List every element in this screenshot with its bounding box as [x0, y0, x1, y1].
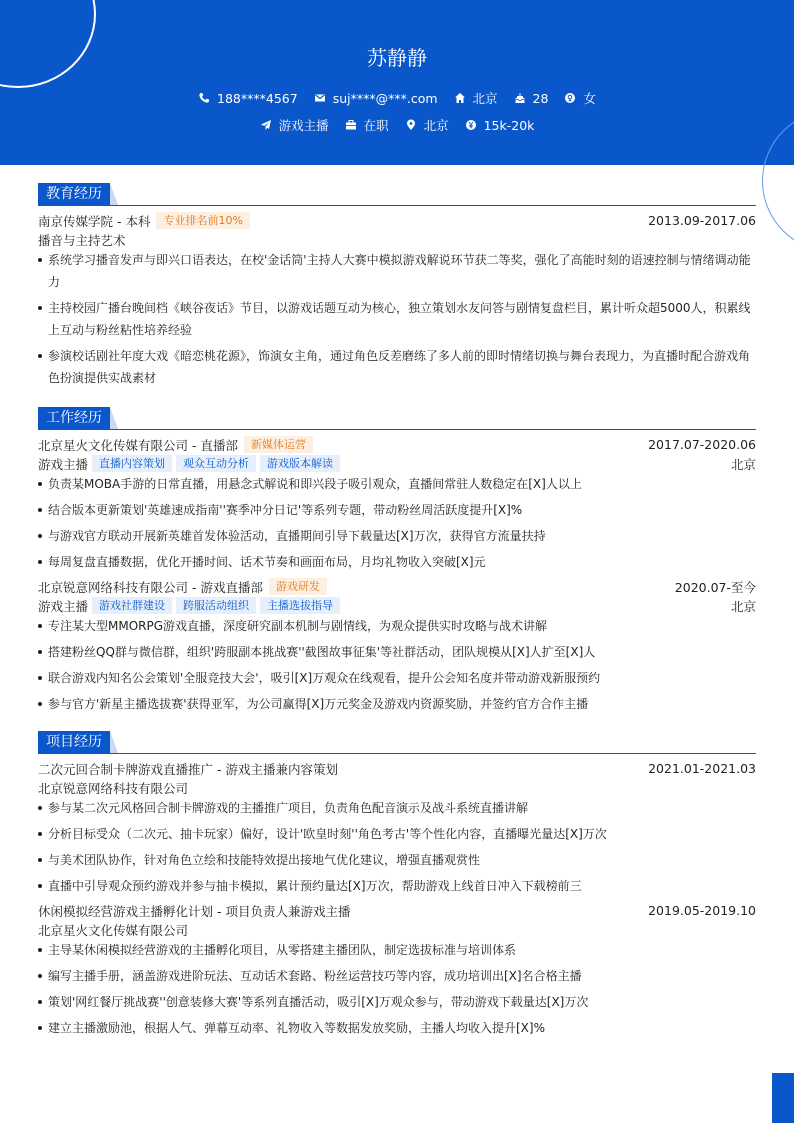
project-bullets: [38, 939, 756, 1039]
education-bullets: [38, 249, 756, 389]
resume-header: [0, 0, 794, 165]
position-text: 游戏主播: [278, 118, 329, 133]
contact-line: [0, 89, 794, 107]
job-period: 2017.07-2020.06: [648, 437, 756, 452]
send-icon: [260, 119, 272, 131]
section-title: 工作经历: [38, 407, 110, 429]
age-item: [514, 89, 549, 107]
section-header: [38, 183, 756, 206]
list-item: 分析目标受众（二次元、抽卡玩家）偏好，设计'欧皇时刻''角色考古'等个性化内容，直播曝光量达[X]万次: [38, 823, 756, 845]
section-header: [38, 731, 756, 754]
skill-tag: 游戏社群建设: [92, 597, 172, 614]
email-item: [314, 89, 438, 107]
residence-item: [454, 89, 498, 107]
list-item: 负责某MOBA手游的日常直播，用悬念式解说和即兴段子吸引观众，直播间常驻人数稳定在[X]人以上: [38, 473, 756, 495]
skill-tag: 游戏版本解读: [260, 455, 340, 472]
education-section: [38, 183, 756, 393]
skill-tag: 跨服活动组织: [176, 597, 256, 614]
list-item: 每周复盘直播数据，优化开播时间、话术节奏和画面布局，月均礼物收入突破[X]元: [38, 551, 756, 573]
phone-item: [198, 89, 298, 107]
job-city: 北京: [730, 456, 756, 472]
phone-text: 188****4567: [217, 90, 298, 106]
job-entry: [38, 577, 756, 715]
salary-text: 15k-20k: [483, 117, 535, 133]
list-item: 与美术团队协作，针对角色立绘和技能特效提出接地气优化建议，增强直播观赏性: [38, 849, 756, 871]
project-bullets: [38, 797, 756, 897]
project-entry: [38, 901, 756, 1039]
section-tail-decoration: [110, 407, 118, 429]
major-name: 播音与主持艺术: [38, 232, 126, 248]
section-tail-decoration: [110, 731, 118, 753]
list-item: 参与官方'新星主播选拔赛'获得亚军，为公司赢得[X]万元奖金及游戏内资源奖励，并签约官方合作主播: [38, 693, 756, 715]
age-text: 28: [532, 90, 549, 106]
industry-tag: 新媒体运营: [244, 436, 313, 453]
city-item: [405, 116, 449, 134]
mail-icon: [314, 92, 326, 104]
education-period: 2013.09-2017.06: [648, 213, 756, 228]
candidate-name: 苏静静: [367, 46, 427, 70]
job-city: 北京: [730, 598, 756, 614]
project-name: 二次元回合制卡牌游戏直播推广 - 游戏主播兼内容策划: [38, 761, 338, 777]
salary-icon: [465, 119, 477, 131]
briefcase-icon: [345, 119, 357, 131]
project-org: 北京星火文化传媒有限公司: [38, 922, 189, 938]
list-item: 系统学习播音发声与即兴口语表达，在校'金话筒'主持人大赛中模拟游戏解说环节获二等奖，强化了高能时刻的语速控制与情绪调动能力: [38, 249, 756, 293]
list-item: 搭建粉丝QQ群与微信群，组织'跨服副本挑战赛''截图故事征集'等社群活动，团队规模从[X]人扩至[X]人: [38, 641, 756, 663]
list-item: 联合游戏内知名公会策划'全服竞技大会'，吸引[X]万观众在线观看，提升公会知名度并带动游戏新服预约: [38, 667, 756, 689]
section-title: 项目经历: [38, 731, 110, 753]
job-period: 2020.07-至今: [674, 579, 756, 595]
phone-icon: [198, 92, 210, 104]
list-item: 专注某大型MMORPG游戏直播，深度研究副本机制与剧情线，为观众提供实时攻略与战术讲解: [38, 615, 756, 637]
job-intent-line: [0, 116, 794, 134]
home-icon: [454, 92, 466, 104]
email-text: suj****@***.com: [332, 90, 438, 106]
skill-tag: 主播选拔指导: [260, 597, 340, 614]
status-text: 在职: [363, 118, 389, 133]
list-item: 结合版本更新策划'英雄速成指南''赛季冲分日记'等系列专题，带动粉丝周活跃度提升[X]%: [38, 499, 756, 521]
project-org: 北京锐意网络科技有限公司: [38, 780, 189, 796]
gender-text: 女: [583, 91, 596, 106]
work-section: [38, 407, 756, 719]
list-item: 与游戏官方联动开展新英雄首发体验活动，直播期间引导下载量达[X]万次，获得官方流量扶持: [38, 525, 756, 547]
company-name: 北京星火文化传媒有限公司 - 直播部: [38, 437, 238, 453]
job-bullets: [38, 615, 756, 715]
project-entry: [38, 759, 756, 897]
section-header: [38, 407, 756, 430]
corner-decoration: [772, 1073, 794, 1123]
job-bullets: [38, 473, 756, 573]
job-entry: [38, 435, 756, 573]
company-name: 北京锐意网络科技有限公司 - 游戏直播部: [38, 579, 263, 595]
list-item: 主持校园广播台晚间档《峡谷夜话》节目，以游戏话题互动为核心，独立策划水友问答与剧情复盘栏目，累计听众超5000人，积累线上互动与粉丝粘性培养经验: [38, 297, 756, 341]
project-name: 休闲模拟经营游戏主播孵化计划 - 项目负责人兼游戏主播: [38, 903, 351, 919]
list-item: 参与某二次元风格回合制卡牌游戏的主播推广项目，负责角色配音演示及战斗系统直播讲解: [38, 797, 756, 819]
skill-tag: 观众互动分析: [176, 455, 256, 472]
section-tail-decoration: [110, 183, 118, 205]
school-name: 南京传媒学院 - 本科: [38, 213, 151, 229]
gender-item: [564, 89, 596, 107]
city-text: 北京: [423, 118, 449, 133]
residence-text: 北京: [472, 91, 498, 106]
list-item: 直播中引导观众预约游戏并参与抽卡模拟，累计预约量达[X]万次，帮助游戏上线首日冲入下载榜前三: [38, 875, 756, 897]
section-title: 教育经历: [38, 183, 110, 205]
education-entry: [38, 211, 756, 389]
skill-tag: 直播内容策划: [92, 455, 172, 472]
status-item: [345, 116, 389, 134]
job-role: 游戏主播: [38, 456, 89, 472]
position-item: [260, 116, 329, 134]
project-period: 2021.01-2021.03: [648, 761, 756, 776]
location-icon: [405, 119, 417, 131]
cake-icon: [514, 92, 526, 104]
project-period: 2019.05-2019.10: [648, 903, 756, 918]
rank-tag: 专业排名前10%: [156, 212, 249, 229]
list-item: 主导某休闲模拟经营游戏的主播孵化项目，从零搭建主播团队，制定选拔标准与培训体系: [38, 939, 756, 961]
list-item: 策划'网红餐厅挑战赛''创意装修大赛'等系列直播活动，吸引[X]万观众参与，带动游戏下载量达[X]万次: [38, 991, 756, 1013]
list-item: 参演校话剧社年度大戏《暗恋桃花源》，饰演女主角，通过角色反差磨练了多人前的即时情绪切换与舞台表现力，为直播时配合游戏角色扮演提供实战素材: [38, 345, 756, 389]
job-role: 游戏主播: [38, 598, 89, 614]
project-section: [38, 731, 756, 1043]
salary-item: [465, 116, 535, 134]
industry-tag: 游戏研发: [269, 578, 327, 595]
list-item: 编写主播手册，涵盖游戏进阶玩法、互动话术套路、粉丝运营技巧等内容，成功培训出[X]名合格主播: [38, 965, 756, 987]
list-item: 建立主播激励池，根据人气、弹幕互动率、礼物收入等数据发放奖励，主播人均收入提升[X]%: [38, 1017, 756, 1039]
gender-icon: [564, 92, 576, 104]
